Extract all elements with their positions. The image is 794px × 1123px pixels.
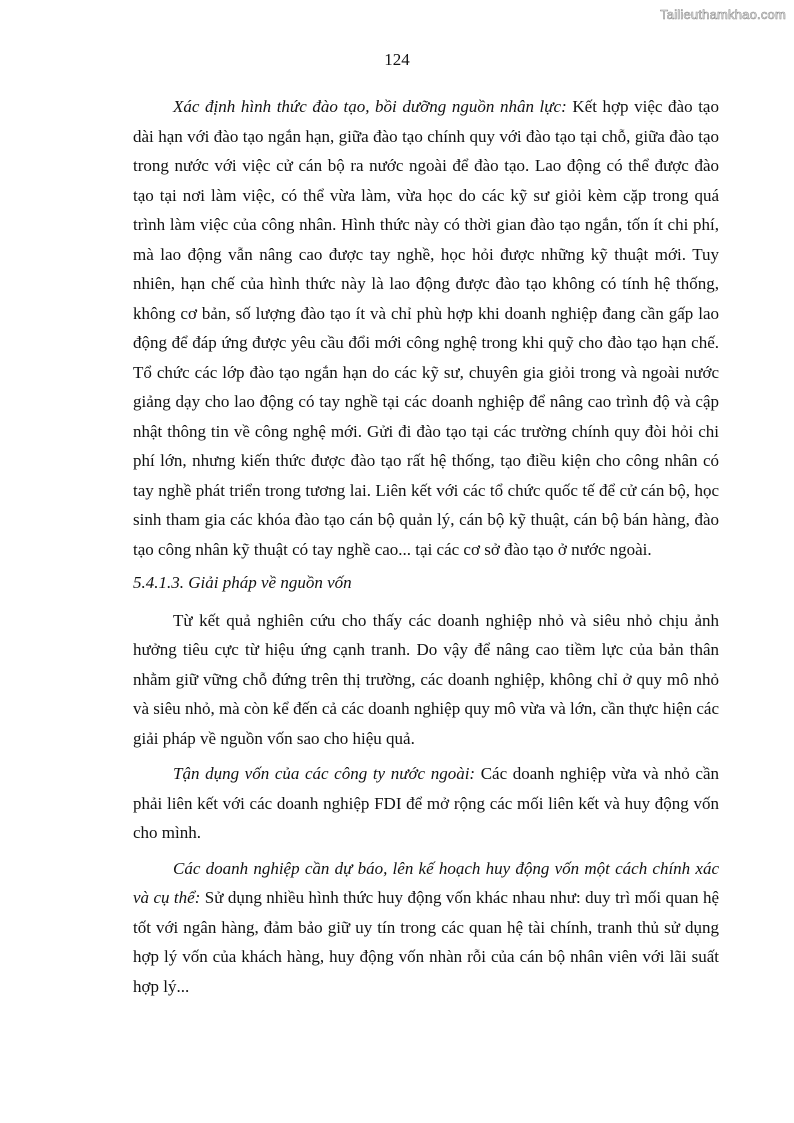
paragraph-text: Các doanh nghiệp vừa và nhỏ cần phải liên kết với các doanh nghiệp FDI để mở rộng các mối liên kết và huy động vốn cho mình. <box>133 764 719 842</box>
paragraph-text: Kết hợp việc đào tạo dài hạn với đào tạo ngắn hạn, giữa đào tạo chính quy với đào tạo tại chỗ, giữa đào tạo trong nước với việc cử cán bộ ra nước ngoài để đào tạo. Lao động có thể được đào tạo tại nơi làm việc, có thể vừa làm, vừa học do các kỹ sư giỏi kèm cặp trong quá trình làm việc của công nhân. Hình thức này có thời gian đào tạo ngắn, tốn ít chi phí, mà lao động vẫn nâng cao được tay nghề, học hỏi được những kỹ thuật mới. Tuy nhiên, hạn chế của hình thức này là lao động được đào tạo không có tính hệ thống, không cơ bản, số lượng đào tạo ít và chỉ phù hợp khi doanh nghiệp đang cần gấp lao động để đáp ứng được yêu cầu đổi mới công nghệ trong khi quỹ cho đào tạo hạn chế. Tổ chức các lớp đào tạo ngắn hạn do các kỹ sư, chuyên gia giỏi trong và ngoài nước giảng dạy cho lao động có tay nghề tại các doanh nghiệp để nâng cao trình độ và cập nhật thông tin về công nghệ mới. Gửi đi đào tạo tại các trường chính quy đòi hỏi chi phí lớn, nhưng kiến thức được đào tạo rất hệ thống, tạo điều kiện cho công nhân có tay nghề phát triển trong tương lai. Liên kết với các tổ chức quốc tế để cử cán bộ, học sinh tham gia các khóa đào tạo cán bộ quản lý, cán bộ kỹ thuật, cán bộ bán hàng, đào tạo công nhân kỹ thuật có tay nghề cao... tại các cơ sở đào tạo ở nước ngoài. <box>133 97 719 559</box>
paragraph-training-forms <box>133 92 719 564</box>
paragraph-capital-planning <box>133 854 719 1002</box>
paragraph-capital-intro: Từ kết quả nghiên cứu cho thấy các doanh nghiệp nhỏ và siêu nhỏ chịu ảnh hưởng tiêu cực từ hiệu ứng cạnh tranh. Do vậy để nâng cao tiềm lực của bản thân nhằm giữ vững chỗ đứng trên thị trường, các doanh nghiệp, không chỉ ở quy mô nhỏ và siêu nhỏ, mà còn kể đến cả các doanh nghiệp quy mô vừa và lớn, cần thực hiện các giải pháp về nguồn vốn sao cho hiệu quả. <box>133 610 719 748</box>
document-body <box>133 92 719 1001</box>
page-number: 124 <box>384 50 410 69</box>
paragraph-foreign-capital <box>133 759 719 848</box>
paragraph-lead: Các doanh nghiệp cần dự báo, lên kế hoạch huy động vốn một cách chính xác và cụ thể: <box>133 858 719 907</box>
section-heading: 5.4.1.3. Giải pháp về nguồn vốn <box>133 573 352 592</box>
paragraph-lead: Tận dụng vốn của các công ty nước ngoài: <box>173 764 476 783</box>
paragraph-text: Sử dụng nhiều hình thức huy động vốn khác nhau như: duy trì mối quan hệ tốt với ngân hàng, đảm bảo giữ uy tín trong các quan hệ tài chính, tranh thủ sử dụng hợp lý vốn của khách hàng, huy động vốn nhàn rỗi của cán bộ nhân viên với lãi suất hợp lý... <box>133 888 719 996</box>
paragraph-lead: Xác định hình thức đào tạo, bồi dưỡng nguồn nhân lực: <box>173 97 567 116</box>
watermark: Tailieuthamkhao.com <box>660 7 786 22</box>
